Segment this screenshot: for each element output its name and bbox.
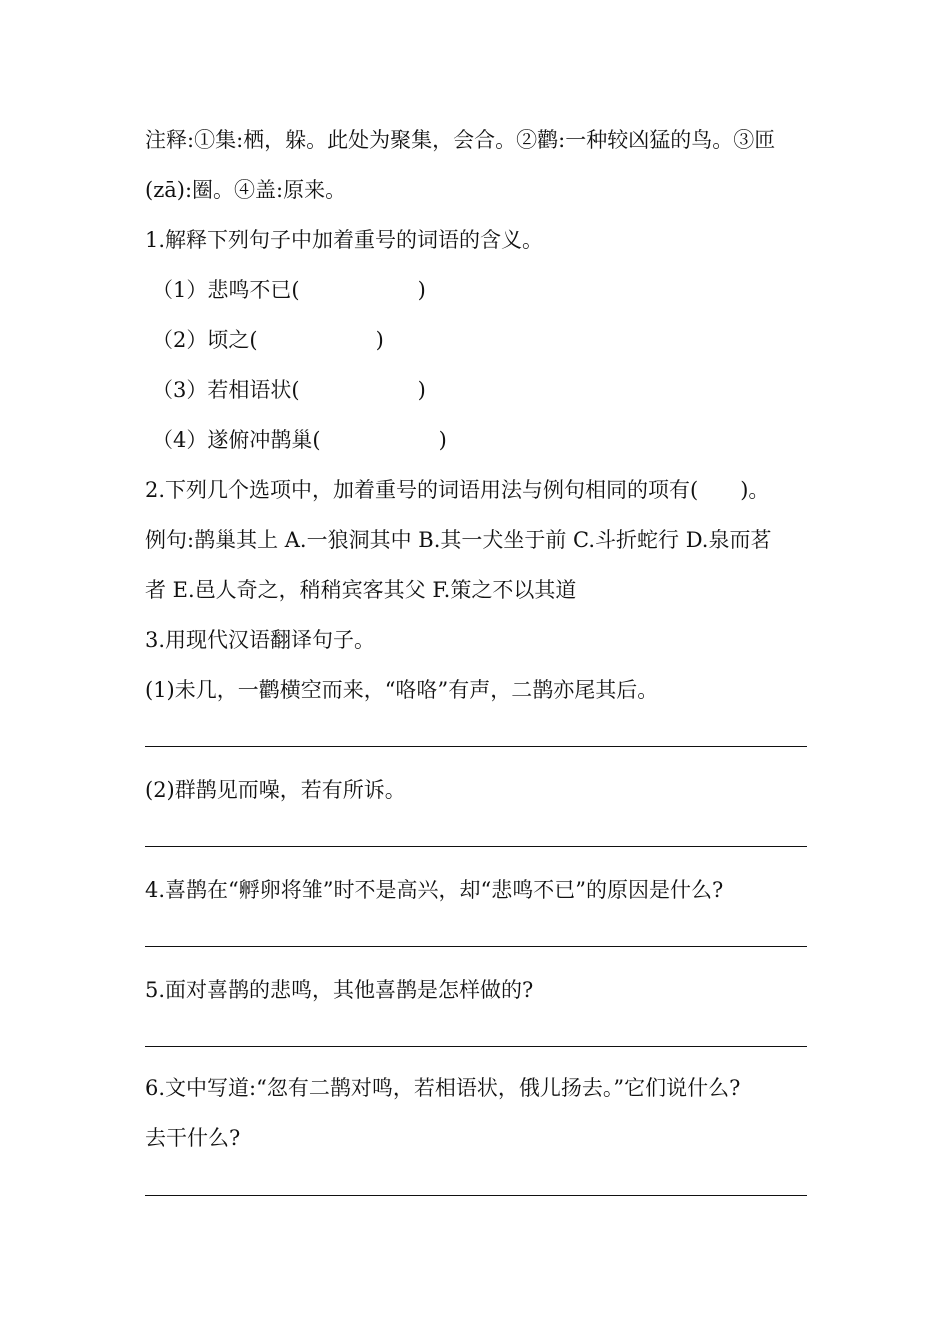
annotation-line-1: 注释:①集:栖，躲。此处为聚集，会合。②鹳:一种较凶猛的鸟。③匝	[145, 128, 776, 152]
question-6-line-2: 去干什么?	[145, 1126, 241, 1150]
question-3-sentence-2: (2)群鹊见而噪，若有所诉。	[145, 778, 406, 802]
answer-line[interactable]	[145, 746, 807, 747]
answer-line[interactable]	[145, 946, 807, 947]
question-2-options-line-1: 例句:鹊巢其上 A.一狼洞其中 B.其一犬坐于前 C.斗折蛇行 D.泉而茗	[145, 528, 772, 552]
item-label: （4）遂俯冲鹊巢(	[152, 428, 321, 452]
answer-line[interactable]	[145, 846, 807, 847]
item-close: )	[417, 378, 426, 402]
question-1-item-3	[152, 376, 426, 404]
question-4-prompt: 4.喜鹊在“孵卵将雏”时不是高兴，却“悲鸣不已”的原因是什么?	[145, 878, 724, 902]
item-label: （3）若相语状(	[152, 378, 300, 402]
item-close: )	[438, 428, 447, 452]
item-label: （2）顷之(	[152, 328, 258, 352]
annotation-line-2: (zā):圈。④盖:原来。	[145, 178, 347, 202]
question-6-line-1: 6.文中写道:“忽有二鹊对鸣，若相语状，俄儿扬去。”它们说什么?	[145, 1076, 741, 1100]
answer-line[interactable]	[145, 1046, 807, 1047]
item-label: （1）悲鸣不已(	[152, 278, 300, 302]
answer-line[interactable]	[145, 1195, 807, 1196]
question-1-item-2	[152, 326, 384, 354]
question-1-prompt: 1.解释下列句子中加着重号的词语的含义。	[145, 228, 544, 252]
item-close: )	[375, 328, 384, 352]
question-3-prompt: 3.用现代汉语翻译句子。	[145, 628, 376, 652]
question-5-prompt: 5.面对喜鹊的悲鸣，其他喜鹊是怎样做的?	[145, 978, 534, 1002]
question-1-item-1	[152, 276, 426, 304]
item-close: )	[417, 278, 426, 302]
question-2-prompt: 2.下列几个选项中，加着重号的词语用法与例句相同的项有( )。	[145, 478, 770, 502]
question-2-options-line-2: 者 E.邑人奇之，稍稍宾客其父 F.策之不以其道	[145, 578, 577, 602]
question-1-item-4	[152, 426, 447, 454]
question-3-sentence-1: (1)未几，一鹳横空而来，“咯咯”有声，二鹊亦尾其后。	[145, 678, 659, 702]
